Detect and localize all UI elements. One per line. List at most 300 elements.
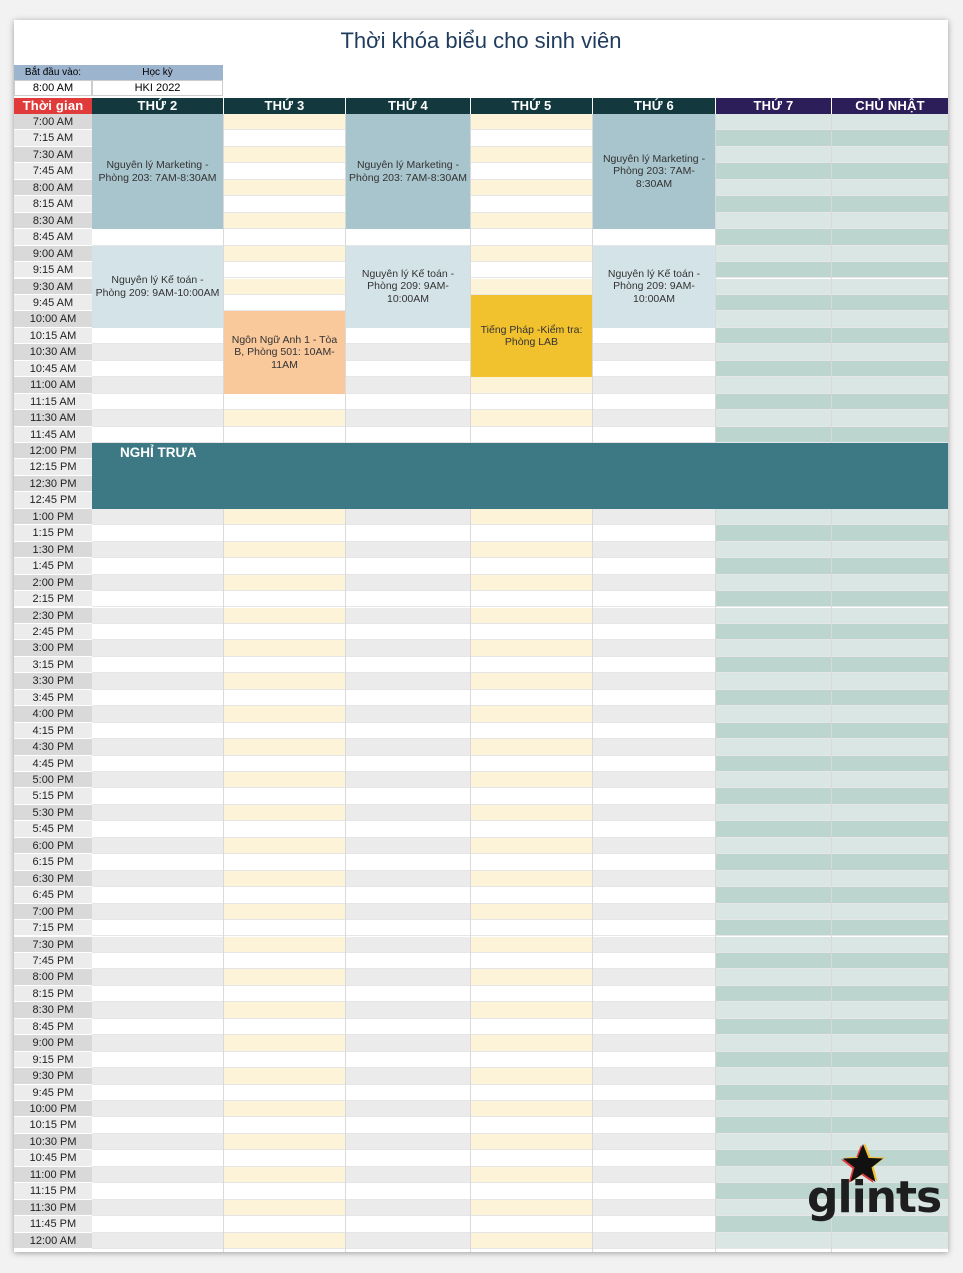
schedule-cell[interactable] [593,624,715,640]
schedule-cell[interactable] [92,838,223,854]
schedule-cell[interactable] [593,558,715,574]
schedule-cell[interactable] [92,1085,223,1101]
schedule-cell[interactable] [832,427,948,443]
schedule-cell[interactable] [716,1068,831,1084]
schedule-cell[interactable] [92,1035,223,1051]
schedule-cell[interactable] [471,805,592,821]
class-event[interactable]: Ngôn Ngữ Anh 1 - Tòa B, Phòng 501: 10AM-11AM [224,311,345,393]
schedule-cell[interactable] [832,279,948,295]
schedule-cell[interactable] [224,394,345,410]
schedule-cell[interactable] [92,1167,223,1183]
schedule-cell[interactable] [716,640,831,656]
schedule-cell[interactable] [92,1002,223,1018]
schedule-cell[interactable] [471,1068,592,1084]
schedule-cell[interactable] [832,1035,948,1051]
schedule-cell[interactable] [224,640,345,656]
schedule-cell[interactable] [471,147,592,163]
schedule-cell[interactable] [593,1019,715,1035]
schedule-cell[interactable] [224,1002,345,1018]
schedule-cell[interactable] [471,953,592,969]
schedule-cell[interactable] [92,1019,223,1035]
schedule-cell[interactable] [92,854,223,870]
schedule-cell[interactable] [471,640,592,656]
schedule-cell[interactable] [832,788,948,804]
schedule-cell[interactable] [224,772,345,788]
schedule-cell[interactable] [716,920,831,936]
schedule-cell[interactable] [593,920,715,936]
schedule-cell[interactable] [832,311,948,327]
schedule-cell[interactable] [593,854,715,870]
schedule-cell[interactable] [92,788,223,804]
schedule-cell[interactable] [346,1200,470,1216]
schedule-cell[interactable] [224,1085,345,1101]
schedule-cell[interactable] [224,427,345,443]
schedule-cell[interactable] [716,410,831,426]
schedule-cell[interactable] [224,196,345,212]
schedule-cell[interactable] [593,772,715,788]
schedule-cell[interactable] [593,1167,715,1183]
schedule-cell[interactable] [593,986,715,1002]
schedule-cell[interactable] [593,394,715,410]
schedule-cell[interactable] [716,1019,831,1035]
schedule-cell[interactable] [832,542,948,558]
schedule-cell[interactable] [716,394,831,410]
schedule-cell[interactable] [471,1150,592,1166]
schedule-cell[interactable] [593,953,715,969]
schedule-cell[interactable] [593,904,715,920]
schedule-cell[interactable] [471,130,592,146]
schedule-cell[interactable] [832,180,948,196]
schedule-cell[interactable] [593,1183,715,1199]
schedule-cell[interactable] [224,410,345,426]
schedule-cell[interactable] [471,854,592,870]
schedule-cell[interactable] [471,246,592,262]
schedule-cell[interactable] [346,772,470,788]
schedule-cell[interactable] [593,509,715,525]
schedule-cell[interactable] [346,509,470,525]
schedule-cell[interactable] [471,1183,592,1199]
schedule-cell[interactable] [716,624,831,640]
schedule-cell[interactable] [716,739,831,755]
schedule-cell[interactable] [346,1068,470,1084]
schedule-cell[interactable] [593,871,715,887]
schedule-cell[interactable] [224,509,345,525]
schedule-cell[interactable] [224,163,345,179]
schedule-cell[interactable] [832,377,948,393]
schedule-cell[interactable] [716,937,831,953]
schedule-cell[interactable] [471,591,592,607]
schedule-cell[interactable] [832,838,948,854]
schedule-cell[interactable] [224,279,345,295]
schedule-cell[interactable] [471,788,592,804]
schedule-cell[interactable] [224,920,345,936]
schedule-cell[interactable] [92,657,223,673]
class-event[interactable]: Nguyên lý Marketing - Phòng 203: 7AM-8:30AM [593,114,715,229]
schedule-cell[interactable] [832,295,948,311]
schedule-cell[interactable] [224,295,345,311]
schedule-cell[interactable] [716,114,831,130]
schedule-cell[interactable] [346,1002,470,1018]
schedule-cell[interactable] [593,805,715,821]
schedule-cell[interactable] [471,1200,592,1216]
schedule-cell[interactable] [716,279,831,295]
schedule-cell[interactable] [346,361,470,377]
schedule-cell[interactable] [832,1052,948,1068]
schedule-cell[interactable] [92,558,223,574]
schedule-cell[interactable] [92,624,223,640]
schedule-cell[interactable] [716,788,831,804]
schedule-cell[interactable] [832,1101,948,1117]
schedule-cell[interactable] [471,558,592,574]
schedule-cell[interactable] [593,410,715,426]
schedule-cell[interactable] [224,887,345,903]
schedule-cell[interactable] [224,525,345,541]
schedule-cell[interactable] [346,723,470,739]
schedule-cell[interactable] [832,130,948,146]
schedule-cell[interactable] [346,410,470,426]
schedule-cell[interactable] [832,114,948,130]
schedule-cell[interactable] [716,575,831,591]
schedule-cell[interactable] [92,542,223,558]
schedule-cell[interactable] [593,673,715,689]
schedule-cell[interactable] [716,1233,831,1249]
schedule-cell[interactable] [92,229,223,245]
schedule-cell[interactable] [224,229,345,245]
schedule-cell[interactable] [92,904,223,920]
schedule-cell[interactable] [716,904,831,920]
schedule-cell[interactable] [346,838,470,854]
schedule-cell[interactable] [346,673,470,689]
schedule-cell[interactable] [92,1134,223,1150]
schedule-cell[interactable] [832,1068,948,1084]
schedule-cell[interactable] [224,1167,345,1183]
class-event[interactable]: Nguyên lý Marketing - Phòng 203: 7AM-8:30AM [92,114,223,229]
schedule-cell[interactable] [224,1216,345,1232]
schedule-cell[interactable] [224,1117,345,1133]
schedule-cell[interactable] [92,377,223,393]
schedule-cell[interactable] [716,1101,831,1117]
schedule-cell[interactable] [346,953,470,969]
schedule-cell[interactable] [471,410,592,426]
schedule-cell[interactable] [716,608,831,624]
schedule-cell[interactable] [92,986,223,1002]
schedule-cell[interactable] [593,542,715,558]
schedule-cell[interactable] [224,1052,345,1068]
schedule-cell[interactable] [346,788,470,804]
schedule-cell[interactable] [346,1035,470,1051]
schedule-cell[interactable] [224,180,345,196]
schedule-cell[interactable] [593,1233,715,1249]
schedule-cell[interactable] [92,1216,223,1232]
schedule-cell[interactable] [832,525,948,541]
schedule-cell[interactable] [832,1117,948,1133]
schedule-cell[interactable] [593,706,715,722]
schedule-cell[interactable] [832,969,948,985]
schedule-cell[interactable] [92,1183,223,1199]
schedule-cell[interactable] [471,657,592,673]
schedule-cell[interactable] [92,1200,223,1216]
schedule-cell[interactable] [716,756,831,772]
schedule-cell[interactable] [832,887,948,903]
schedule-cell[interactable] [471,279,592,295]
schedule-cell[interactable] [92,772,223,788]
schedule-cell[interactable] [716,969,831,985]
schedule-cell[interactable] [716,1035,831,1051]
schedule-cell[interactable] [593,1134,715,1150]
schedule-cell[interactable] [92,756,223,772]
start-time-value[interactable]: 8:00 AM [14,80,92,96]
schedule-cell[interactable] [346,904,470,920]
schedule-cell[interactable] [224,953,345,969]
schedule-cell[interactable] [832,821,948,837]
schedule-cell[interactable] [346,854,470,870]
schedule-cell[interactable] [92,427,223,443]
schedule-cell[interactable] [346,1167,470,1183]
schedule-cell[interactable] [832,706,948,722]
schedule-cell[interactable] [716,311,831,327]
schedule-cell[interactable] [593,937,715,953]
schedule-cell[interactable] [346,969,470,985]
schedule-cell[interactable] [224,1200,345,1216]
schedule-cell[interactable] [471,986,592,1002]
schedule-cell[interactable] [471,937,592,953]
term-value[interactable]: HKI 2022 [92,80,223,96]
schedule-cell[interactable] [92,591,223,607]
schedule-cell[interactable] [716,558,831,574]
schedule-cell[interactable] [832,657,948,673]
schedule-cell[interactable] [593,739,715,755]
schedule-cell[interactable] [92,920,223,936]
schedule-cell[interactable] [716,509,831,525]
schedule-cell[interactable] [716,1002,831,1018]
schedule-cell[interactable] [471,1101,592,1117]
schedule-cell[interactable] [716,213,831,229]
schedule-cell[interactable] [471,887,592,903]
schedule-cell[interactable] [224,904,345,920]
schedule-cell[interactable] [716,262,831,278]
schedule-cell[interactable] [593,1200,715,1216]
schedule-cell[interactable] [224,986,345,1002]
schedule-cell[interactable] [471,525,592,541]
schedule-cell[interactable] [471,509,592,525]
schedule-cell[interactable] [224,690,345,706]
schedule-cell[interactable] [593,1216,715,1232]
schedule-cell[interactable] [346,920,470,936]
schedule-cell[interactable] [832,904,948,920]
schedule-cell[interactable] [471,163,592,179]
schedule-cell[interactable] [716,229,831,245]
schedule-cell[interactable] [92,673,223,689]
schedule-cell[interactable] [716,1117,831,1133]
schedule-cell[interactable] [92,871,223,887]
schedule-cell[interactable] [224,608,345,624]
schedule-cell[interactable] [92,706,223,722]
schedule-cell[interactable] [471,624,592,640]
schedule-cell[interactable] [593,640,715,656]
schedule-cell[interactable] [593,591,715,607]
schedule-cell[interactable] [224,591,345,607]
schedule-cell[interactable] [346,1134,470,1150]
schedule-cell[interactable] [346,1052,470,1068]
schedule-cell[interactable] [471,739,592,755]
schedule-cell[interactable] [832,723,948,739]
schedule-cell[interactable] [346,558,470,574]
schedule-cell[interactable] [224,1035,345,1051]
schedule-cell[interactable] [224,673,345,689]
schedule-cell[interactable] [593,575,715,591]
schedule-cell[interactable] [92,394,223,410]
schedule-cell[interactable] [593,657,715,673]
schedule-cell[interactable] [593,969,715,985]
schedule-cell[interactable] [224,213,345,229]
schedule-cell[interactable] [593,1101,715,1117]
schedule-cell[interactable] [593,1002,715,1018]
schedule-cell[interactable] [832,1002,948,1018]
schedule-cell[interactable] [346,1150,470,1166]
schedule-cell[interactable] [92,525,223,541]
schedule-cell[interactable] [593,1085,715,1101]
schedule-cell[interactable] [832,163,948,179]
schedule-cell[interactable] [716,591,831,607]
schedule-cell[interactable] [832,213,948,229]
schedule-cell[interactable] [346,1233,470,1249]
schedule-cell[interactable] [92,575,223,591]
schedule-cell[interactable] [346,1019,470,1035]
schedule-cell[interactable] [92,410,223,426]
schedule-cell[interactable] [346,624,470,640]
schedule-cell[interactable] [224,1134,345,1150]
schedule-cell[interactable] [832,1085,948,1101]
schedule-cell[interactable] [346,575,470,591]
schedule-cell[interactable] [471,427,592,443]
schedule-cell[interactable] [832,920,948,936]
schedule-cell[interactable] [832,229,948,245]
schedule-cell[interactable] [832,608,948,624]
schedule-cell[interactable] [471,1216,592,1232]
schedule-cell[interactable] [92,969,223,985]
schedule-cell[interactable] [832,937,948,953]
schedule-cell[interactable] [92,887,223,903]
schedule-cell[interactable] [716,657,831,673]
schedule-cell[interactable] [593,427,715,443]
schedule-cell[interactable] [716,838,831,854]
schedule-cell[interactable] [471,1085,592,1101]
schedule-cell[interactable] [224,262,345,278]
schedule-cell[interactable] [593,821,715,837]
schedule-cell[interactable] [716,854,831,870]
schedule-cell[interactable] [471,196,592,212]
schedule-cell[interactable] [346,640,470,656]
schedule-cell[interactable] [471,575,592,591]
schedule-cell[interactable] [346,1117,470,1133]
schedule-cell[interactable] [92,1117,223,1133]
schedule-cell[interactable] [832,328,948,344]
schedule-cell[interactable] [832,854,948,870]
schedule-cell[interactable] [471,180,592,196]
schedule-cell[interactable] [471,821,592,837]
class-event[interactable]: Nguyên lý Kế toán - Phòng 209: 9AM-10:00AM [92,246,223,328]
schedule-cell[interactable] [593,377,715,393]
schedule-cell[interactable] [593,690,715,706]
schedule-cell[interactable] [92,1068,223,1084]
schedule-cell[interactable] [471,229,592,245]
schedule-cell[interactable] [593,1117,715,1133]
schedule-cell[interactable] [832,344,948,360]
schedule-cell[interactable] [832,558,948,574]
schedule-cell[interactable] [471,1052,592,1068]
schedule-cell[interactable] [471,723,592,739]
schedule-cell[interactable] [346,821,470,837]
schedule-cell[interactable] [832,262,948,278]
schedule-cell[interactable] [224,821,345,837]
schedule-cell[interactable] [832,624,948,640]
schedule-cell[interactable] [832,410,948,426]
schedule-cell[interactable] [471,772,592,788]
schedule-cell[interactable] [471,1167,592,1183]
schedule-cell[interactable] [224,114,345,130]
schedule-cell[interactable] [346,608,470,624]
schedule-cell[interactable] [716,772,831,788]
schedule-cell[interactable] [832,772,948,788]
schedule-cell[interactable] [471,904,592,920]
schedule-cell[interactable] [716,986,831,1002]
schedule-cell[interactable] [471,920,592,936]
schedule-cell[interactable] [92,344,223,360]
schedule-cell[interactable] [346,229,470,245]
schedule-cell[interactable] [471,608,592,624]
schedule-cell[interactable] [716,427,831,443]
schedule-cell[interactable] [346,805,470,821]
schedule-cell[interactable] [832,1019,948,1035]
schedule-cell[interactable] [224,739,345,755]
schedule-cell[interactable] [471,690,592,706]
class-event[interactable]: Nguyên lý Kế toán - Phòng 209: 9AM-10:00AM [593,246,715,328]
schedule-cell[interactable] [716,163,831,179]
schedule-cell[interactable] [471,871,592,887]
schedule-cell[interactable] [716,344,831,360]
schedule-cell[interactable] [92,509,223,525]
schedule-cell[interactable] [832,1233,948,1249]
schedule-cell[interactable] [224,130,345,146]
schedule-cell[interactable] [716,706,831,722]
schedule-cell[interactable] [832,805,948,821]
schedule-cell[interactable] [832,739,948,755]
schedule-cell[interactable] [471,114,592,130]
schedule-cell[interactable] [224,723,345,739]
schedule-cell[interactable] [471,1035,592,1051]
schedule-cell[interactable] [346,986,470,1002]
schedule-cell[interactable] [832,394,948,410]
schedule-cell[interactable] [593,525,715,541]
schedule-cell[interactable] [92,690,223,706]
schedule-cell[interactable] [593,361,715,377]
schedule-cell[interactable] [346,427,470,443]
schedule-cell[interactable] [224,575,345,591]
schedule-cell[interactable] [716,673,831,689]
schedule-cell[interactable] [471,394,592,410]
schedule-cell[interactable] [346,377,470,393]
schedule-cell[interactable] [716,377,831,393]
schedule-cell[interactable] [593,887,715,903]
schedule-cell[interactable] [716,525,831,541]
schedule-cell[interactable] [224,838,345,854]
schedule-cell[interactable] [593,1150,715,1166]
schedule-cell[interactable] [593,229,715,245]
schedule-cell[interactable] [593,723,715,739]
schedule-cell[interactable] [471,1019,592,1035]
schedule-cell[interactable] [224,871,345,887]
schedule-cell[interactable] [346,394,470,410]
